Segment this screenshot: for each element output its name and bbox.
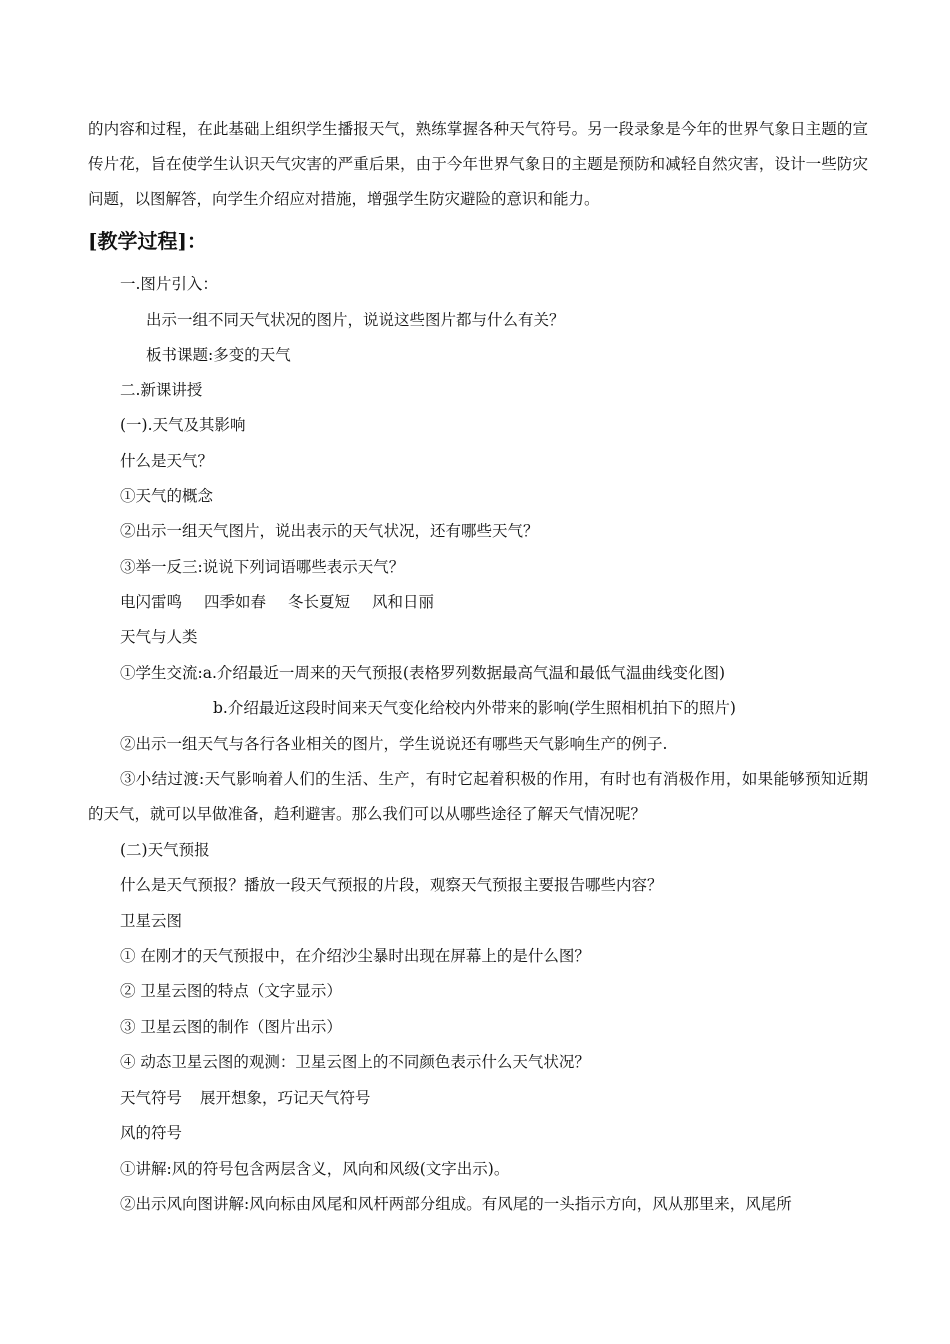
text-line: 卫星云图 bbox=[120, 912, 183, 930]
text-line: ①学生交流:a.介绍最近一周来的天气预报(表格罗列数据最高气温和最低气温曲线变化图) bbox=[120, 664, 725, 682]
text-line: ①讲解:风的符号包含两层含义，风向和风级(文字出示)。 bbox=[120, 1160, 510, 1178]
text-line: ③举一反三:说说下列词语哪些表示天气？ bbox=[120, 558, 405, 576]
text-line: 二.新课讲授 bbox=[120, 381, 203, 399]
text-line: 风的符号 bbox=[120, 1124, 183, 1142]
text-line: ① 在刚才的天气预报中，在介绍沙尘暴时出现在屏幕上的是什么图？ bbox=[120, 947, 590, 965]
weather-word: 电闪雷鸣 bbox=[120, 593, 183, 611]
text-line: (二)天气预报 bbox=[120, 841, 210, 859]
weather-word: 风和日丽 bbox=[372, 593, 435, 611]
weather-word: 四季如春 bbox=[204, 593, 267, 611]
text-line: ② 卫星云图的特点（文字显示） bbox=[120, 982, 342, 1000]
text-line: ②出示风向图讲解:风向标由风尾和风杆两部分组成。有风尾的一头指示方向，风从那里来，风尾所 bbox=[120, 1195, 792, 1213]
text-line: 什么是天气？ bbox=[120, 452, 214, 470]
text-line: ②出示一组天气图片，说出表示的天气状况，还有哪些天气？ bbox=[120, 522, 539, 540]
text-line: ②出示一组天气与各行各业相关的图片，学生说说还有哪些天气影响生产的例子. bbox=[120, 735, 668, 753]
text-line: b.介绍最近这段时间来天气变化给校内外带来的影响(学生照相机拍下的照片) bbox=[213, 699, 736, 717]
section-heading: [教学过程]： bbox=[88, 229, 207, 253]
text-line: ③ 卫星云图的制作（图片出示） bbox=[120, 1018, 342, 1036]
text-line: 什么是天气预报？播放一段天气预报的片段，观察天气预报主要报告哪些内容？ bbox=[120, 876, 663, 894]
weather-word: 冬长夏短 bbox=[288, 593, 351, 611]
intro-paragraph: 的内容和过程，在此基础上组织学生播报天气，熟练掌握各种天气符号。另一段录象是今年的世界气象日主题的宣传片花，旨在使学生认识天气灾害的严重后果，由于今年世界气象日的主题是预防和减轻自然灾害，设计一些防灾问题，以图解答，向学生介绍应对措施，增强学生防灾避险的意识和能力。 bbox=[88, 120, 868, 208]
weather-words-line bbox=[120, 590, 434, 614]
weather-symbol-tip: 展开想象，巧记天气符号 bbox=[200, 1089, 371, 1107]
text-line: 出示一组不同天气状况的图片，说说这些图片都与什么有关？ bbox=[146, 311, 565, 329]
text-line: 板书课题:多变的天气 bbox=[146, 346, 291, 364]
weather-symbol-title: 天气符号 bbox=[120, 1089, 183, 1107]
weather-symbol-line bbox=[120, 1086, 371, 1110]
text-line: ①天气的概念 bbox=[120, 487, 214, 505]
text-line: 天气与人类 bbox=[120, 628, 198, 646]
summary-paragraph: ③小结过渡:天气影响着人们的生活、生产，有时它起着积极的作用，有时也有消极作用，如果能够预知近期的天气，就可以早做准备，趋利避害。那么我们可以从哪些途径了解天气情况呢？ bbox=[88, 770, 868, 823]
text-line: 一.图片引入： bbox=[120, 275, 218, 293]
text-line: (一).天气及其影响 bbox=[120, 416, 246, 434]
text-line: ④ 动态卫星云图的观测：卫星云图上的不同颜色表示什么天气状况？ bbox=[120, 1053, 590, 1071]
